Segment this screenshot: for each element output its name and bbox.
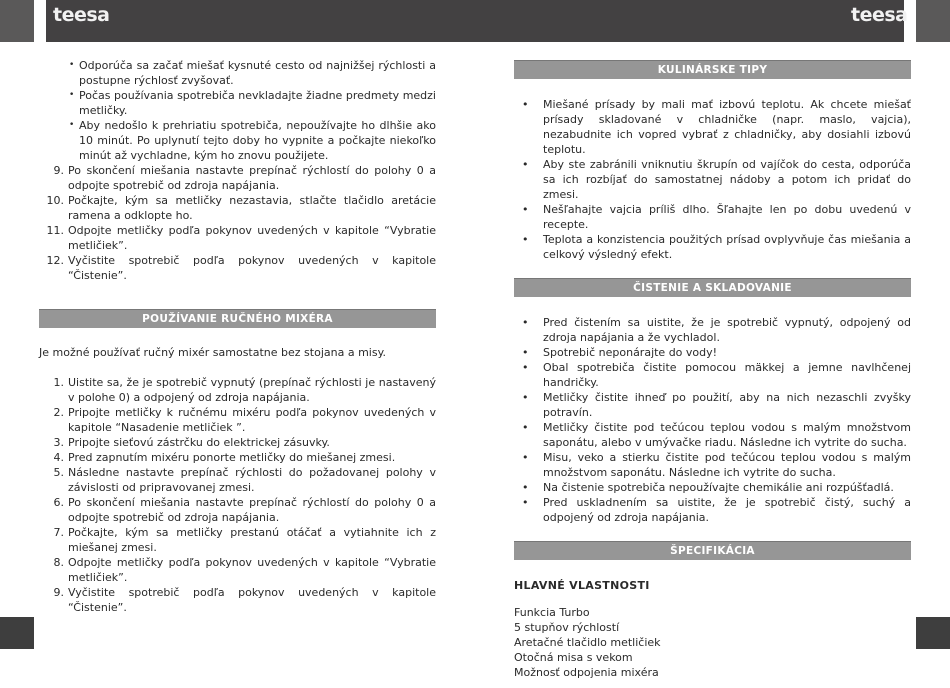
list-item: Funkcia Turbo (514, 606, 590, 619)
step-number: 5. (53, 466, 64, 479)
list-item (39, 375, 436, 405)
header-bar (46, 0, 904, 42)
brand-logo-right: teesa (851, 4, 908, 26)
list-item (39, 193, 436, 223)
list-item: • Pred uskladnením sa uistite, že je spotrebič čistý, suchý a odpojený od zdroja napájania. (514, 495, 911, 525)
step-text: Počkajte, kým sa metličky nezastavia, stlačte tlačidlo aretácie ramena a odklopte ho. (68, 194, 436, 222)
list-item: • Obal spotrebiča čistite pomocou mäkkej a jemne navlhčenej handričky. (514, 360, 911, 390)
header-left-block (0, 0, 34, 42)
list-item (39, 163, 436, 193)
list-item: • Spotrebič neponárajte do vody! (514, 345, 911, 360)
step-text: Vyčistite spotrebič podľa pokynov uvedených v kapitole “Čistenie”. (68, 254, 436, 282)
list-item: • Nešľahajte vajcia príliš dlho. Šľahajte len po dobu uvedenú v recepte. (514, 202, 911, 232)
step-text: Vyčistite spotrebič podľa pokynov uvedených v kapitole “Čistenie”. (68, 586, 436, 614)
step-number: 3. (53, 436, 64, 449)
cooking-tips-list (514, 97, 911, 262)
list-item: • Metličky čistite ihneď po použití, aby na nich nezaschli zvyšky potravín. (514, 390, 911, 420)
step-number: 6. (53, 496, 64, 509)
step-text: Pripojte sieťovú zástrčku do elektrickej zásuvky. (68, 436, 330, 449)
hand-mixer-intro: Je možné používať ručný mixér samostatne bez stojana a misy. (39, 346, 387, 359)
list-item: • Misu, veko a stierku čistite pod tečúcou teplou vodou s malým množstvom saponátu. Následne ich vytrite do sucha. (514, 450, 911, 480)
list-item (39, 465, 436, 495)
usage-notes-list (69, 58, 436, 163)
header-right-block (916, 0, 950, 42)
list-item: 5 stupňov rýchlostí (514, 621, 620, 634)
step-text: Pripojte metličky k ručnému mixéru podľa pokynov uvedených v kapitole “Nasadenie metličiek ”. (68, 406, 436, 434)
features-list (514, 605, 911, 680)
list-item (39, 435, 436, 450)
cleaning-list (514, 315, 911, 525)
footer-left-tab (0, 617, 34, 649)
right-column (514, 60, 911, 680)
step-number: 4. (53, 451, 64, 464)
features-heading: HLAVNÉ VLASTNOSTI (514, 579, 650, 592)
step-number: 10. (46, 194, 64, 207)
brand-logo-left: teesa (53, 4, 110, 26)
list-item: • Počas používania spotrebiča nevkladajte žiadne predmety medzi metličky. (69, 88, 436, 118)
list-item (39, 405, 436, 435)
step-text: Počkajte, kým sa metličky prestanú otáčať a vytiahnite ich z miešanej zmesi. (68, 526, 436, 554)
stand-mixer-steps (39, 163, 436, 283)
list-item (39, 585, 436, 615)
list-item: Možnosť odpojenia mixéra (514, 666, 659, 679)
step-number: 8. (53, 556, 64, 569)
step-number: 9. (53, 164, 64, 177)
step-number: 9. (53, 586, 64, 599)
step-text: Uistite sa, že je spotrebič vypnutý (prepínač rýchlosti je nastavený v polohe 0) a odpojený od zdroja napájania. (68, 376, 436, 404)
list-item: • Pred čistením sa uistite, že je spotrebič vypnutý, odpojený od zdroja napájania a že vychladol. (514, 315, 911, 345)
step-number: 11. (46, 224, 64, 237)
list-item: • Aby ste zabránili vniknutiu škrupín od vajíčok do cesta, odporúča sa ich rozbíjať do samostatnej nádoby a potom ich pridať do zmesi. (514, 157, 911, 202)
list-item: Aretačné tlačidlo metličiek (514, 636, 661, 649)
hand-mixer-steps (39, 375, 436, 615)
step-text: Následne nastavte prepínač rýchlosti do požadovanej polohy v závislosti od pripravovanej zmesi. (68, 466, 436, 494)
list-item: • Metličky čistite pod tečúcou teplou vodou s malým množstvom saponátu, alebo v umývačke riadu. Následne ich vytrite do sucha. (514, 420, 911, 450)
section-title-cooking-tips: KULINÁRSKE TIPY (514, 60, 911, 79)
footer-right-tab (916, 617, 950, 649)
list-item (39, 555, 436, 585)
list-item (39, 495, 436, 525)
list-item (39, 525, 436, 555)
step-text: Pred zapnutím mixéru ponorte metličky do miešanej zmesi. (68, 451, 396, 464)
section-title-cleaning: ČISTENIE A SKLADOVANIE (514, 278, 911, 297)
list-item (39, 223, 436, 253)
step-text: Odpojte metličky podľa pokynov uvedených v kapitole “Vybratie metličiek”. (68, 224, 436, 252)
step-number: 2. (53, 406, 64, 419)
step-number: 7. (53, 526, 64, 539)
section-title-specification: ŠPECIFIKÁCIA (514, 541, 911, 560)
list-item: Otočná misa s vekom (514, 651, 633, 664)
list-item: • Aby nedošlo k prehriatiu spotrebiča, nepoužívajte ho dlhšie ako 10 minút. Po uplynutí tejto doby ho vypnite a počkajte niekoľko minút až vychladne, kým ho znovu použijete. (69, 118, 436, 163)
step-text: Odpojte metličky podľa pokynov uvedených v kapitole “Vybratie metličiek”. (68, 556, 436, 584)
step-number: 1. (53, 376, 64, 389)
list-item: • Odporúča sa začať miešať kysnuté cesto od najnižšej rýchlosti a postupne rýchlosť zvyšovať. (69, 58, 436, 88)
list-item: • Teplota a konzistencia použitých prísad ovplyvňuje čas miešania a celkový výsledný efekt. (514, 232, 911, 262)
list-item (39, 450, 436, 465)
list-item: • Miešané prísady by mali mať izbovú teplotu. Ak chcete miešať prísady skladované v chladničke (napr. maslo, vajcia), nezabudnite ich vopred vybrať z chladničky, aby dosiahli izbovú teplotu. (514, 97, 911, 157)
step-text: Po skončení miešania nastavte prepínač rýchlostí do polohy 0 a odpojte spotrebič od zdroja napájania. (68, 164, 436, 192)
left-column (39, 58, 436, 615)
step-text: Po skončení miešania nastavte prepínač rýchlostí do polohy 0 a odpojte spotrebič od zdroja napájania. (68, 496, 436, 524)
step-number: 12. (46, 254, 64, 267)
list-item: • Na čistenie spotrebiča nepoužívajte chemikálie ani rozpúšťadlá. (514, 480, 911, 495)
section-title-hand-mixer: POUŽÍVANIE RUČNÉHO MIXÉRA (39, 309, 436, 328)
list-item (39, 253, 436, 283)
